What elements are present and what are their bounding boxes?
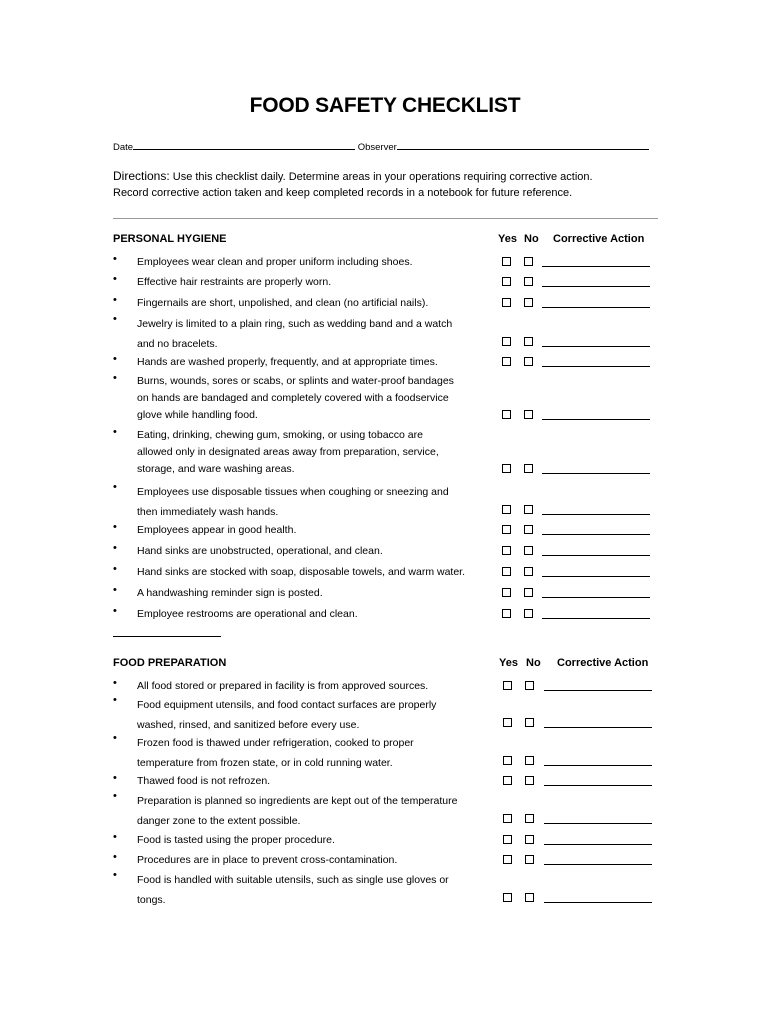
checklist-item-text: Employees use disposable tissues when coughing or sneezing and then immediately wash hands. [137,486,449,518]
corrective-action-field[interactable] [544,690,652,691]
checklist-item-text: Thawed food is not refrozen. [137,775,271,787]
corrective-action-field[interactable] [544,765,652,766]
corrective-action-field[interactable] [544,785,652,786]
no-checkbox[interactable] [524,546,533,555]
yes-checkbox[interactable] [502,357,511,366]
observer-label: Observer [357,142,397,153]
section-separator-line [113,636,221,637]
no-checkbox[interactable] [525,756,534,765]
checklist-item-text: Employee restrooms are operational and clean. [137,608,358,620]
bullet: • [113,732,117,744]
page-title: FOOD SAFETY CHECKLIST [249,94,521,117]
no-checkbox[interactable] [524,609,533,618]
bullet: • [113,605,117,617]
corrective-action-field[interactable] [542,473,650,474]
corrective-action-field[interactable] [542,366,650,367]
checklist-item-text: Food is tasted using the proper procedure. [137,834,335,846]
checklist-item-text: Effective hair restraints are properly worn. [137,276,332,288]
corrective-action-column-header: Corrective Action [553,233,645,245]
corrective-action-field[interactable] [542,307,650,308]
yes-checkbox[interactable] [502,337,511,346]
checklist-item-text: Employees appear in good health. [137,524,297,536]
yes-checkbox[interactable] [503,893,512,902]
no-checkbox[interactable] [524,525,533,534]
no-checkbox[interactable] [524,464,533,473]
no-column-header: No [526,657,541,669]
bullet: • [113,772,117,784]
no-checkbox[interactable] [524,410,533,419]
bullet: • [113,790,117,802]
corrective-action-field[interactable] [544,727,652,728]
yes-checkbox[interactable] [502,546,511,555]
section-title: FOOD PREPARATION [113,657,227,669]
no-checkbox[interactable] [524,277,533,286]
bullet: • [113,563,117,575]
corrective-action-field[interactable] [542,346,650,347]
no-checkbox[interactable] [524,588,533,597]
yes-checkbox[interactable] [503,835,512,844]
bullet: • [113,869,117,881]
yes-checkbox[interactable] [502,609,511,618]
yes-column-header: Yes [499,657,518,669]
bullet: • [113,253,117,265]
checklist-item-text: Frozen food is thawed under refrigeration, cooked to proper temperature from frozen state, or in cold running water. [137,737,414,769]
corrective-action-field[interactable] [544,844,652,845]
corrective-action-field[interactable] [544,902,652,903]
no-checkbox[interactable] [525,893,534,902]
corrective-action-field[interactable] [542,555,650,556]
no-checkbox[interactable] [525,718,534,727]
no-checkbox[interactable] [525,814,534,823]
yes-checkbox[interactable] [502,277,511,286]
yes-checkbox[interactable] [502,410,511,419]
checklist-item-text: Preparation is planned so ingredients are kept out of the temperature danger zone to the extent possible. [137,795,458,827]
yes-checkbox[interactable] [503,855,512,864]
yes-column-header: Yes [498,233,517,245]
no-checkbox[interactable] [525,835,534,844]
no-checkbox[interactable] [525,681,534,690]
yes-checkbox[interactable] [503,681,512,690]
yes-checkbox[interactable] [502,505,511,514]
yes-checkbox[interactable] [502,257,511,266]
section-header-food-preparation [113,657,658,673]
corrective-action-field[interactable] [542,419,650,420]
bullet: • [113,294,117,306]
section-header-personal-hygiene [113,233,658,249]
checklist-item-text: A handwashing reminder sign is posted. [137,587,323,599]
yes-checkbox[interactable] [503,814,512,823]
checklist-item-text: Jewelry is limited to a plain ring, such as wedding band and a watch and no bracelets. [137,318,453,350]
checklist-item-text: Burns, wounds, sores or scabs, or splints and water-proof bandages on hands are bandaged and completely covered with a foodservice glove while handling food. [137,375,454,421]
section-title: PERSONAL HYGIENE [113,233,227,245]
checklist-item-text: Employees wear clean and proper uniform including shoes. [137,256,413,268]
date-field[interactable] [133,140,355,150]
checklist-item-text: Procedures are in place to prevent cross-contamination. [137,854,398,866]
bullet: • [113,521,117,533]
directions-line1: Use this checklist daily. Determine areas in your operations requiring corrective action. [172,171,593,183]
checklist-item-text: Eating, drinking, chewing gum, smoking, or using tobacco are allowed only in designated areas away from preparation, service, storage, and ware washing areas. [137,429,439,475]
yes-checkbox[interactable] [502,525,511,534]
bullet: • [113,584,117,596]
corrective-action-field[interactable] [542,597,650,598]
directions-label: Directions: [113,169,170,183]
checklist-item-text: Food equipment utensils, and food contact surfaces are properly washed, rinsed, and sanitized before every use. [137,699,437,731]
bullet: • [113,677,117,689]
yes-checkbox[interactable] [502,464,511,473]
bullet: • [113,426,117,438]
no-checkbox[interactable] [524,505,533,514]
yes-checkbox[interactable] [502,298,511,307]
yes-checkbox[interactable] [502,567,511,576]
yes-checkbox[interactable] [503,776,512,785]
corrective-action-field[interactable] [542,286,650,287]
bullet: • [113,542,117,554]
bullet: • [113,353,117,365]
date-label: Date [113,142,134,153]
checklist-item-text: Hand sinks are unobstructed, operational, and clean. [137,545,383,557]
bullet: • [113,481,117,493]
no-checkbox[interactable] [524,567,533,576]
no-checkbox[interactable] [524,257,533,266]
no-column-header: No [524,233,539,245]
checklist-item-text: Hands are washed properly, frequently, and at appropriate times. [137,356,438,368]
corrective-action-field[interactable] [542,618,650,619]
bullet: • [113,851,117,863]
no-checkbox[interactable] [525,776,534,785]
no-checkbox[interactable] [524,357,533,366]
bullet: • [113,831,117,843]
bullet: • [113,273,117,285]
bullet: • [113,694,117,706]
corrective-action-column-header: Corrective Action [557,657,649,669]
corrective-action-field[interactable] [542,514,650,515]
checklist-item-text: All food stored or prepared in facility is from approved sources. [137,680,429,692]
checklist-item-text: Fingernails are short, unpolished, and clean (no artificial nails). [137,297,429,309]
corrective-action-field[interactable] [542,534,650,535]
yes-checkbox[interactable] [503,756,512,765]
yes-checkbox[interactable] [503,718,512,727]
checklist-item-text: Hand sinks are stocked with soap, disposable towels, and warm water. [137,566,465,578]
corrective-action-field[interactable] [542,576,650,577]
no-checkbox[interactable] [524,337,533,346]
bullet: • [113,313,117,325]
no-checkbox[interactable] [525,855,534,864]
bullet: • [113,372,117,384]
directions-line2: Record corrective action taken and keep completed records in a notebook for future reference. [113,187,573,199]
divider [113,218,658,219]
date-observer-line [113,140,649,153]
corrective-action-field[interactable] [542,266,650,267]
corrective-action-field[interactable] [544,864,652,865]
no-checkbox[interactable] [524,298,533,307]
observer-field[interactable] [397,140,649,150]
yes-checkbox[interactable] [502,588,511,597]
directions [113,168,653,201]
checklist-item-text: Food is handled with suitable utensils, such as single use gloves or tongs. [137,874,449,906]
corrective-action-field[interactable] [544,823,652,824]
